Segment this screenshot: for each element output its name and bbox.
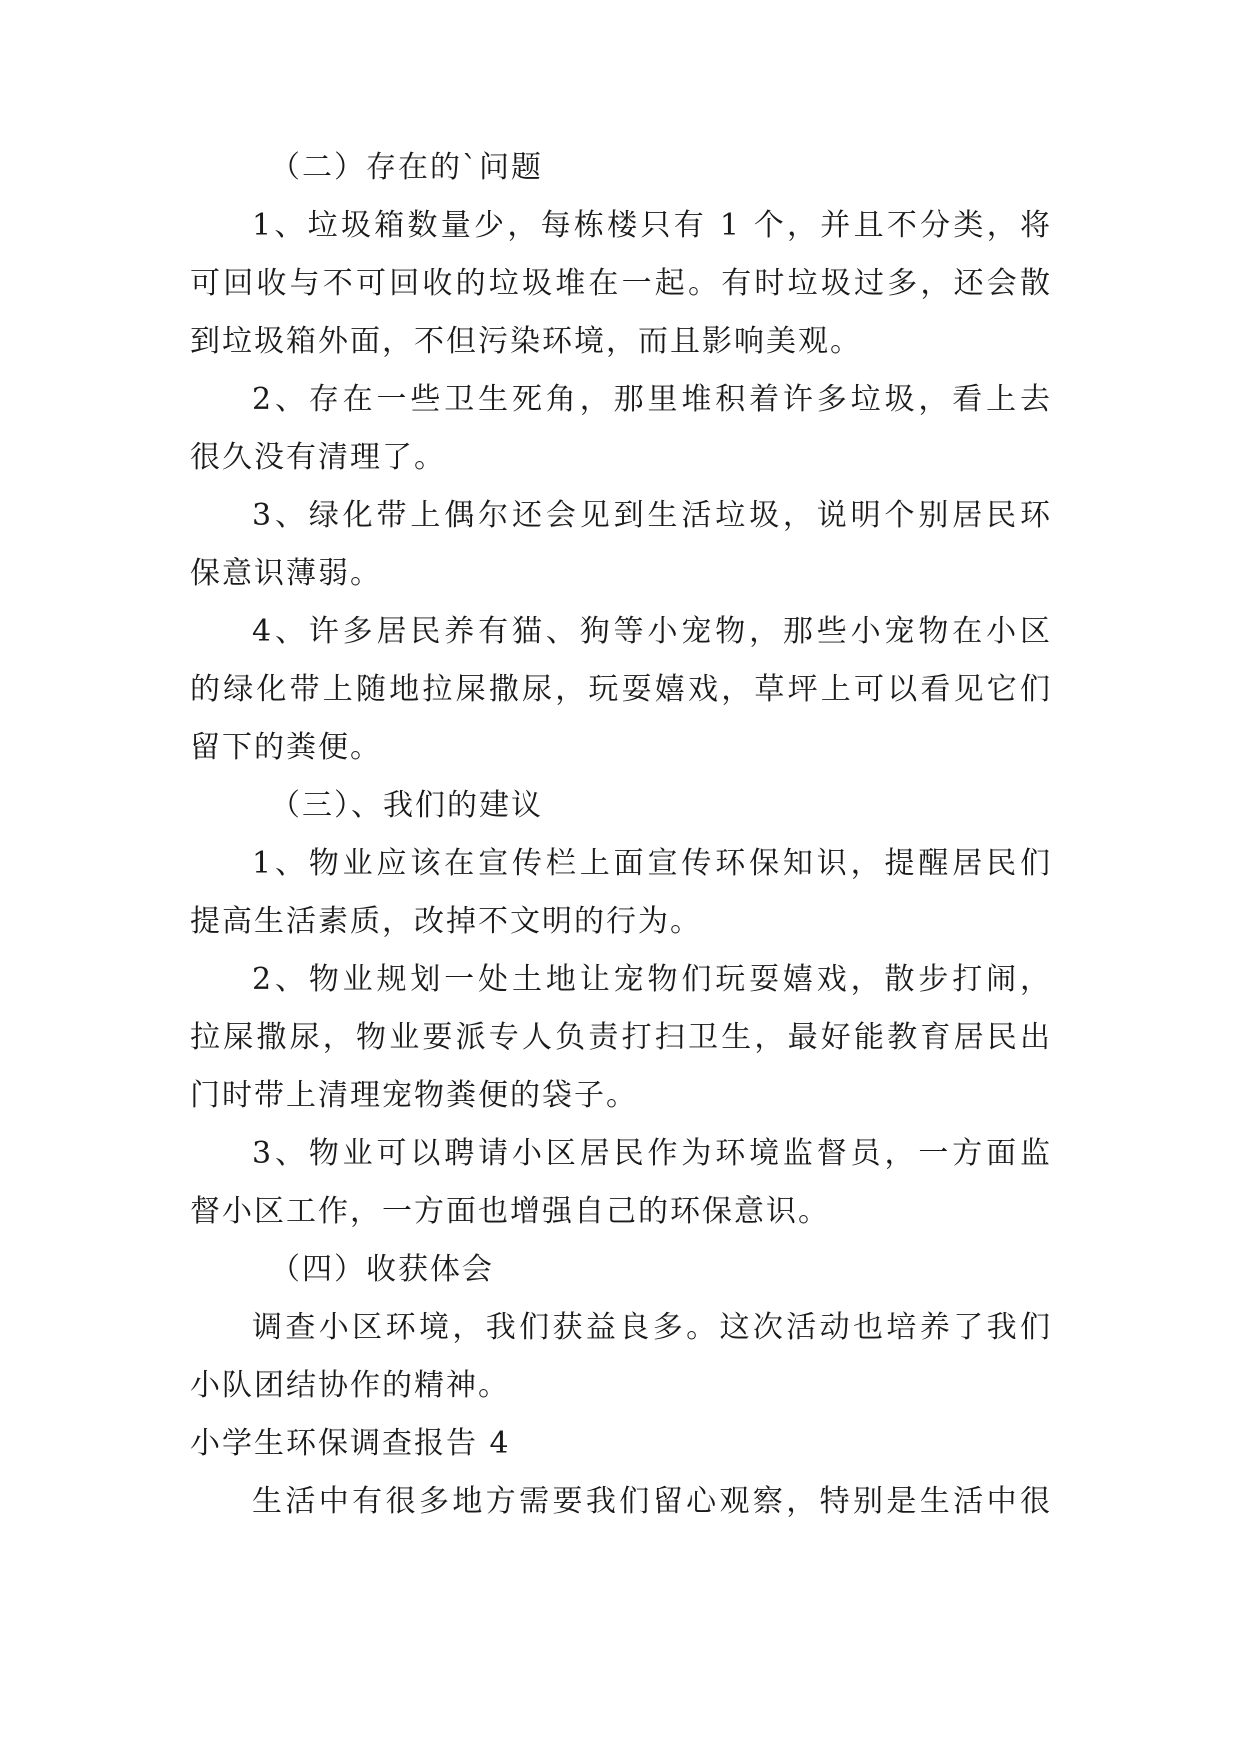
paragraph-line: 督小区工作，一方面也增强自己的环保意识。 xyxy=(190,1194,830,1229)
paragraph-line: 的绿化带上随地拉屎撒尿，玩耍嬉戏，草坪上可以看见它们 xyxy=(190,672,1052,707)
report-title: 小学生环保调查报告 4 xyxy=(190,1426,511,1461)
paragraph-line: 保意识薄弱。 xyxy=(190,556,382,591)
paragraph-line: 门时带上清理宠物粪便的袋子。 xyxy=(190,1078,638,1113)
paragraph-line: 1、物业应该在宣传栏上面宣传环保知识，提醒居民们 xyxy=(252,846,1052,881)
section-heading-problems: （二）存在的`问题 xyxy=(270,150,543,185)
paragraph-line: 拉屎撒尿，物业要派专人负责打扫卫生，最好能教育居民出 xyxy=(190,1020,1052,1055)
paragraph-line: 可回收与不可回收的垃圾堆在一起。有时垃圾过多，还会散 xyxy=(190,266,1052,301)
paragraph-line: 4、许多居民养有猫、狗等小宠物，那些小宠物在小区 xyxy=(252,614,1052,649)
paragraph-line: 1、垃圾箱数量少，每栋楼只有 1 个，并且不分类，将 xyxy=(252,208,1052,243)
section-heading-suggestions: （三）、我们的建议 xyxy=(270,788,543,823)
paragraph-line: 3、绿化带上偶尔还会见到生活垃圾，说明个别居民环 xyxy=(252,498,1052,533)
paragraph-line: 到垃圾箱外面，不但污染环境，而且影响美观。 xyxy=(190,324,862,359)
paragraph-line: 生活中有很多地方需要我们留心观察，特别是生活中很 xyxy=(252,1484,1052,1519)
paragraph-line: 提高生活素质，改掉不文明的行为。 xyxy=(190,904,702,939)
paragraph-line: 调查小区环境，我们获益良多。这次活动也培养了我们 xyxy=(252,1310,1052,1345)
paragraph-line: 3、物业可以聘请小区居民作为环境监督员，一方面监 xyxy=(252,1136,1052,1171)
paragraph-line: 留下的粪便。 xyxy=(190,730,382,765)
paragraph-line: 很久没有清理了。 xyxy=(190,440,446,475)
paragraph-line: 2、物业规划一处土地让宠物们玩耍嬉戏，散步打闹， xyxy=(252,962,1052,997)
section-heading-reflections: （四）收获体会 xyxy=(270,1252,494,1287)
paragraph-line: 小队团结协作的精神。 xyxy=(190,1368,510,1403)
paragraph-line: 2、存在一些卫生死角，那里堆积着许多垃圾，看上去 xyxy=(252,382,1052,417)
